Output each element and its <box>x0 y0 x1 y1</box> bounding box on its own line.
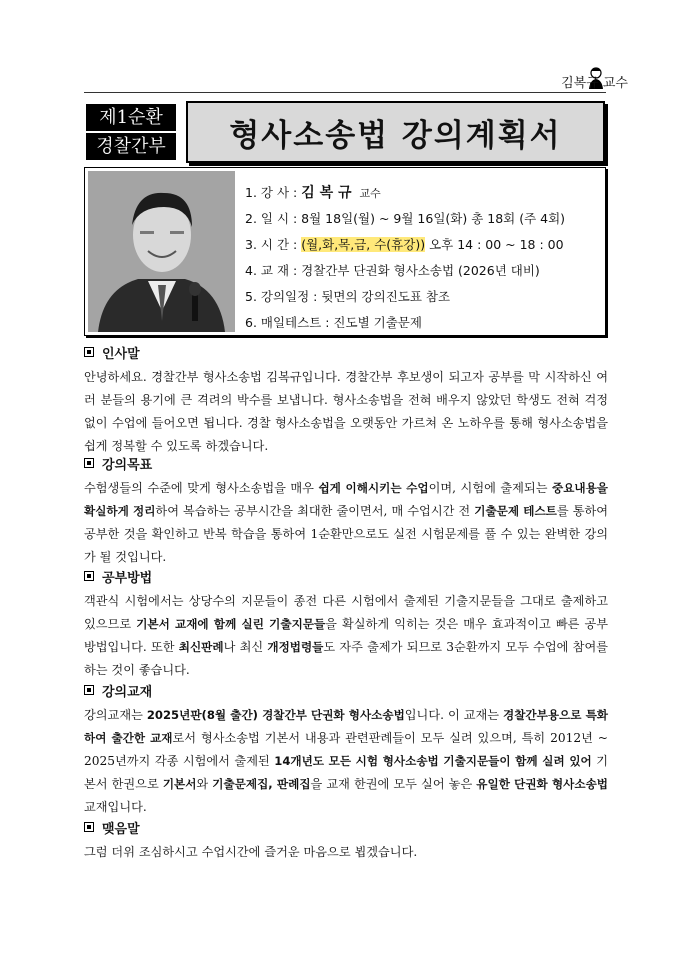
section-goal <box>84 455 608 569</box>
bullet-square-icon <box>84 347 94 357</box>
info-textbook: 4. 교 재 : 경찰간부 단권화 형사소송법 (2026년 대비) <box>245 263 540 278</box>
course-badge: 경찰간부 <box>86 133 176 160</box>
greeting-text: 안녕하세요. 경찰간부 형사소송법 김복규입니다. 경찰간부 후보생이 되고자 공부를 막 시작하신 여러 분들의 용기에 큰 격려의 박수를 보냅니다. 형사소송법을 전혀 배우지 않았던 학생도 전혀 걱정 없이 수업에 들어오면 됩니다. 경찰 형사소송법을 오랫동안 가르쳐 온 노하우를 통해 형사소송법을 쉽게 정복할 수 있도록 하겠습니다. <box>84 370 608 453</box>
section-heading: 맺음말 <box>84 819 608 841</box>
info-lecturer: 1. 강 사 : 김 복 규 교수 <box>245 185 381 201</box>
bullet-square-icon <box>84 822 94 832</box>
info-schedule: 5. 강의일정 : 뒷면의 강의진도표 참조 <box>245 289 451 304</box>
page-title: 형사소송법 강의계획서 <box>229 117 562 154</box>
bullet-square-icon <box>84 685 94 695</box>
textbook-text: 강의교재는 2025년판(8월 출간) 경찰간부 단권화 형사소송법입니다. 이 교재는 경찰간부용으로 특화하여 출간한 교재로서 형사소송법 기본서 내용과 관련판례들이 모두 실려 있으며, 특히 2012년 ~ 2025년까지 각종 시험에서 출제된 14개년도 모든 시험 형사소송법 기출지문들이 함께 실려 있어 기본서 한권으로 기본서와 기출문제집, 판례집을 교재 한권에 모두 실어 놓은 유일한 단권화 형사소송법 교재입니다. <box>84 708 608 814</box>
section-textbook <box>84 682 608 819</box>
title-box <box>186 101 605 163</box>
section-heading: 인사말 <box>84 344 608 366</box>
goal-text: 수험생들의 수준에 맞게 형사소송법을 매우 쉽게 이해시키는 수업이며, 시험에 출제되는 중요내용을 확실하게 정리하여 복습하는 공부시간을 최대한 줄이면서, 매 수업시간 전 기출문제 테스트를 통하여 공부한 것을 확인하고 반복 학습을 통하여 1순환만으로도 실전 시험문제를 풀 수 있는 완벽한 강의가 될 것입니다. <box>84 481 609 564</box>
method-text: 객관식 시험에서는 상당수의 지문들이 종전 다른 시험에서 출제된 기출지문들을 그대로 출제하고 있으므로 기본서 교재에 함께 실린 기출지문들을 확실하게 익히는 것은 매우 효과적이고 빠른 공부 방법입니다. 또한 최신판례나 최신 개정법령들도 자주 출제가 되므로 3순환까지 모두 수업에 참여를 하는 것이 좋습니다. <box>84 594 609 677</box>
section-heading: 강의목표 <box>84 455 608 477</box>
info-daily-test: 6. 매일테스트 : 진도별 기출문제 <box>245 315 422 330</box>
header-professor: 김복규 교수 <box>561 76 628 91</box>
section-heading: 강의교재 <box>84 682 608 704</box>
course-info-box <box>84 167 606 336</box>
section-closing <box>84 819 608 864</box>
section-heading: 공부방법 <box>84 568 608 590</box>
info-time: 3. 시 간 : (월,화,목,금, 수(휴강)) 오후 14 : 00 ~ 18 : 00 <box>245 237 564 252</box>
course-info-list <box>245 180 565 336</box>
cycle-badge: 제1순환 <box>86 104 176 131</box>
section-method <box>84 568 608 682</box>
bullet-square-icon <box>84 571 94 581</box>
section-greeting <box>84 344 608 458</box>
bullet-square-icon <box>84 458 94 468</box>
time-days-highlight: (월,화,목,금, 수(휴강)) <box>301 237 426 252</box>
lecturer-photo <box>88 171 235 332</box>
lecturer-name: 김 복 규 <box>301 185 352 201</box>
closing-text: 그럼 더위 조심하시고 수업시간에 즐거운 마음으로 뵙겠습니다. <box>84 845 418 859</box>
info-date: 2. 일 시 : 8월 18일(월) ~ 9월 16일(화) 총 18회 (주 4회) <box>245 211 566 226</box>
header-divider <box>84 92 606 93</box>
